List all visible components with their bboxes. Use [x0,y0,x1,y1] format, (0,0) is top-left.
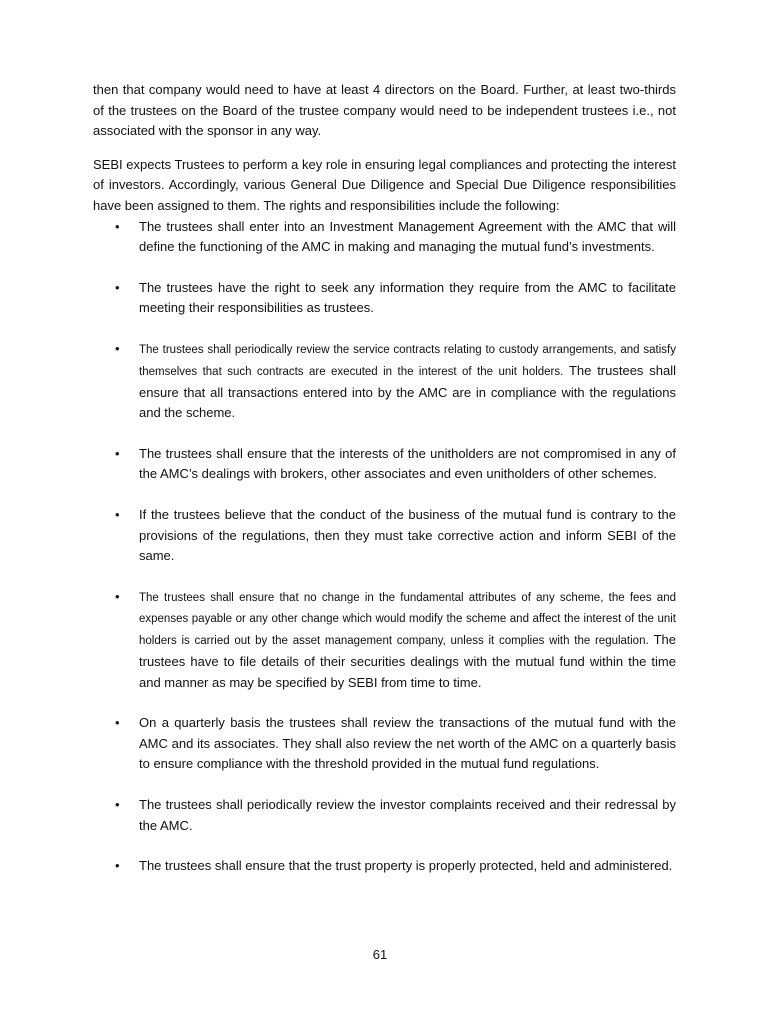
list-item [93,339,676,424]
document-page [93,80,676,897]
list-item [93,278,676,319]
list-item-small-text: The trustees shall periodically review the service contracts relating to custody arrangements, and satisfy themselves that such contracts are executed in the interest of the unit holders. [139,343,676,378]
bullet-icon: • [115,218,120,234]
list-item-text: The trustees shall periodically review the investor complaints received and their redressal by the AMC. [139,797,676,833]
list-item [93,795,676,836]
bullet-icon: • [115,279,120,295]
bullet-icon: • [115,506,120,522]
list-item [93,217,676,258]
list-item [93,856,676,877]
list-item-text: The trustees shall ensure that all transactions entered into by the AMC are in compliance with the regulations and the scheme. [139,362,677,421]
list-item-text: The trustees shall enter into an Investment Management Agreement with the AMC that will define the functioning of the AMC in making and managing the mutual fund’s investments. [139,218,676,255]
bullet-icon: • [115,715,120,731]
list-item-small-text: The trustees shall ensure that no change in the fundamental attributes of any scheme, the fees and expenses payable or any other change which would modify the scheme and affect the interest of the unit holders is carried out by the asset management company, unless it complies with the regulation. [139,591,676,648]
bullet-icon: • [115,858,120,874]
list-item [93,444,676,485]
bullet-icon: • [115,797,120,813]
intro-paragraph: then that company would need to have at least 4 directors on the Board. Further, at least two-thirds of the trustees on the Board of the trustee company would need to be independent trustees i.e., not associated with the sponsor in any way. [93,82,676,139]
list-item-text: The trustees shall ensure that the trust property is properly protected, held and administered. [139,858,673,874]
list-item [93,713,676,775]
list-item-text: If the trustees believe that the conduct of the business of the mutual fund is contrary to the provisions of the regulations, then they must take corrective action and inform SEBI of the same. [139,506,676,564]
page-number: 61 [372,947,388,962]
list-item-text: The trustees have the right to seek any information they require from the AMC to facilitate meeting their responsibilities as trustees. [139,279,676,316]
list-item-text: On a quarterly basis the trustees shall review the transactions of the mutual fund with the AMC and its associates. They shall also review the net worth of the AMC on a quarterly basis to ensure compliance with the threshold provided in the mutual fund regulations. [139,715,676,772]
list-item [93,587,676,694]
sebi-paragraph: SEBI expects Trustees to perform a key role in ensuring legal compliances and protecting the interest of investors. Accordingly, various General Due Diligence and Special Due Diligence responsibilities have been assigned to them. The rights and responsibilities include the following: [93,156,676,213]
list-item [93,505,676,567]
list-item-text: The trustees shall ensure that the interests of the unitholders are not compromised in any of the AMC’s dealings with brokers, other associates and even unitholders of other schemes. [139,445,676,482]
bullet-icon: • [115,340,120,356]
list-item-text: The trustees have to file details of their securities dealings with the mutual fund within the time and manner as may be specified by SEBI from time to time. [139,632,677,690]
responsibilities-list [93,217,676,877]
bullet-icon: • [115,445,120,461]
bullet-icon: • [115,588,120,604]
